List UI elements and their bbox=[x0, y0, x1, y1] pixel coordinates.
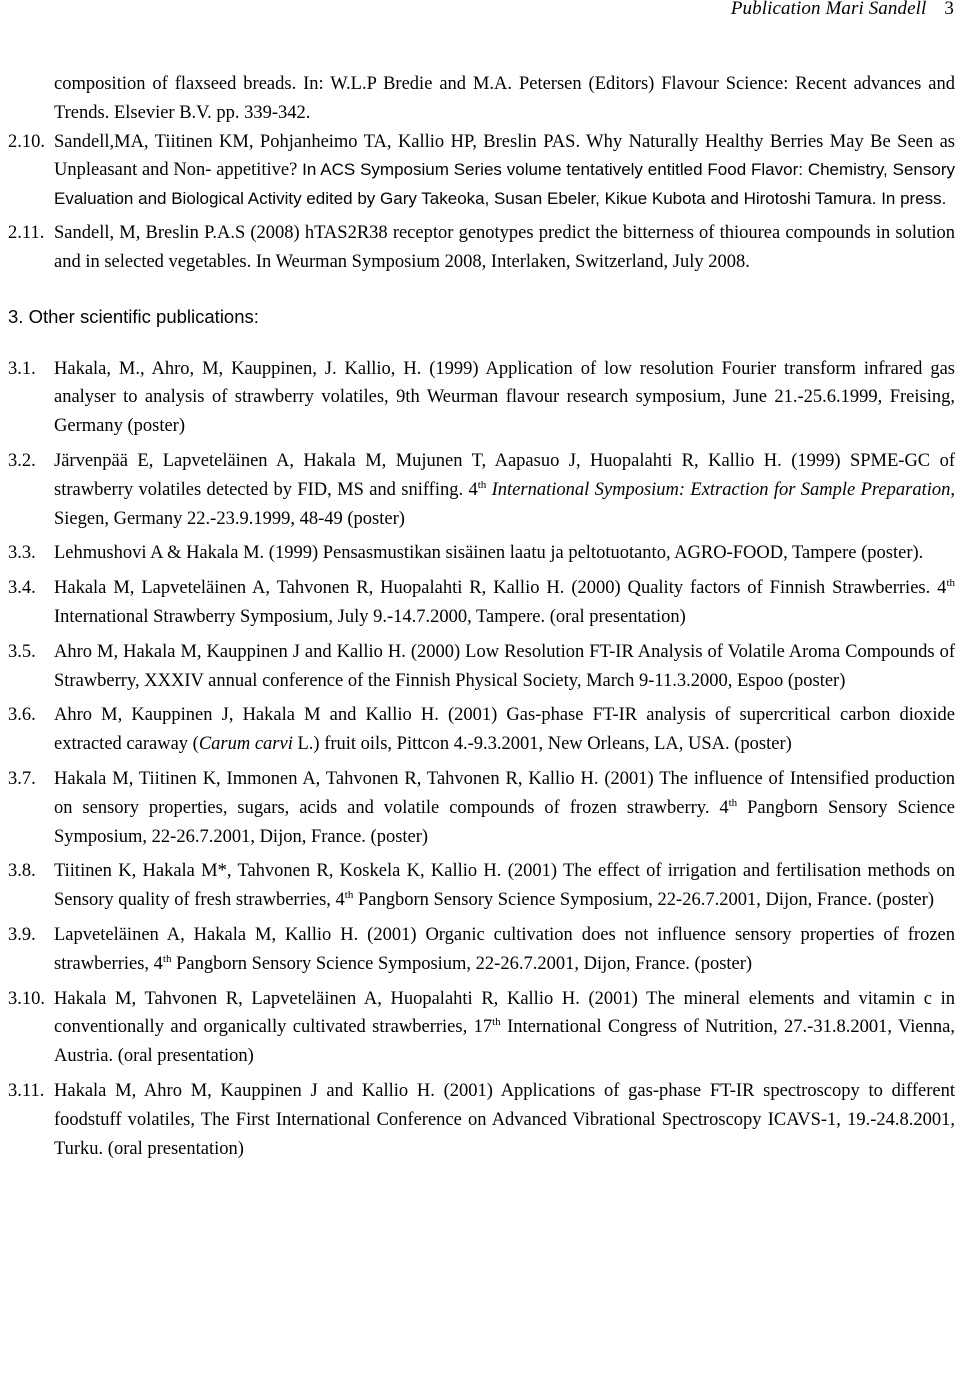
entry-number: 3.8. bbox=[8, 861, 36, 882]
entry-text bbox=[54, 447, 955, 533]
entry-text-part-a: Hakala M, Tiitinen K, Immonen A, Tahvonen R, Tahvonen R, Kallio H. (2001) The influence of Intensified production on sensory properties, sugars, acids and volatile compounds of frozen strawberry. 4 bbox=[54, 768, 955, 818]
entry-3-10 bbox=[8, 985, 955, 1071]
entry-3-1 bbox=[8, 355, 955, 441]
superscript: th bbox=[344, 889, 354, 902]
entry-text-part-a: Ahro M, Kauppinen J, Hakala M and Kallio H. (2001) Gas-phase FT-IR analysis of supercritical carbon dioxide extracted caraway ( bbox=[54, 705, 955, 755]
entry-number: 3.10. bbox=[8, 988, 45, 1009]
entry-text-part-a: Hakala M, Lapveteläinen A, Tahvonen R, Huopalahti R, Kallio H. (2000) Quality factors of Finnish Strawberries. 4 bbox=[54, 578, 947, 599]
entry-number: 3.4. bbox=[8, 578, 36, 599]
entry-3-8 bbox=[8, 857, 955, 915]
entry-text-part-a: Lapveteläinen A, Hakala M, Kallio H. (2001) Organic cultivation does not influence sensory properties of frozen strawberries, 4 bbox=[54, 924, 955, 974]
entry-text bbox=[54, 857, 955, 915]
entry-text-part-a: Sandell,MA, Tiitinen KM, Pohjanheimo TA, Kallio HP, Breslin PAS. Why Naturally Healthy Berries May Be Seen as Unpleasant and Non- appetitive? bbox=[54, 131, 955, 181]
page-number: 3 bbox=[944, 0, 954, 19]
superscript: th bbox=[492, 1016, 501, 1029]
entry-text-part-b: International Congress of Nutrition, 27.-31.8.2001, Vienna, Austria. (oral presentation) bbox=[54, 1017, 955, 1067]
entry-text bbox=[54, 765, 955, 851]
entry-text bbox=[54, 985, 955, 1071]
superscript: th bbox=[728, 796, 738, 809]
entry-text: Hakala, M., Ahro, M, Kauppinen, J. Kallio, H. (1999) Application of low resolution Fourier transform infrared gas analyser to analysis of strawberry volatiles, 9th Weurman flavour research symposium, June 21.-25.6.1999, Freising, Germany (poster) bbox=[54, 358, 955, 437]
entry-3-7 bbox=[8, 765, 955, 851]
entry-text bbox=[54, 921, 955, 979]
entry-number: 3.9. bbox=[8, 924, 36, 945]
entry-text-part-b: In ACS Symposium Series volume tentatively entitled Food Flavor: Chemistry, Sensory Evaluation and Biological Activity edited by Gary Takeoka, Susan Ebeler, Kikue Kubota and Hirotoshi Tamura. In press. bbox=[54, 160, 955, 209]
entry-3-6 bbox=[8, 701, 955, 759]
section-heading: 3. Other scientific publications: bbox=[8, 305, 259, 327]
entry-text-part-a: Hakala M, Tahvonen R, Lapveteläinen A, Huopalahti R, Kallio H. (2001) The mineral elements and vitamin c in conventionally and organically cultivated strawberries, 17 bbox=[54, 988, 955, 1038]
entry-text: Sandell, M, Breslin P.A.S (2008) hTAS2R38 receptor genotypes predict the bitterness of thiourea compounds in solution and in selected vegetables. In Weurman Symposium 2008, Interlaken, Switzerland, July 2008. bbox=[54, 222, 955, 272]
entry-number: 3.6. bbox=[8, 705, 36, 726]
entry-number: 3.11. bbox=[8, 1080, 45, 1101]
entry-number: 3.5. bbox=[8, 641, 36, 662]
entry-text-part-b: Pangborn Sensory Science Symposium, 22-26.7.2001, Dijon, France. (poster) bbox=[171, 953, 753, 974]
entry-text: Ahro M, Hakala M, Kauppinen J and Kallio H. (2000) Low Resolution FT-IR Analysis of Volatile Aroma Compounds of Strawberry, XXXIV annual conference of the Finnish Physical Society, March 9-11.3.2000, Espoo (poster) bbox=[54, 641, 955, 691]
entry-text bbox=[54, 701, 955, 759]
entry-3-3 bbox=[8, 539, 955, 568]
entry-number: 2.11. bbox=[8, 222, 45, 243]
entry-number: 3.3. bbox=[8, 543, 36, 564]
entry-text: Hakala M, Ahro M, Kauppinen J and Kallio H. (2001) Applications of gas-phase FT-IR spectroscopy to different foodstuff volatiles, The First International Conference on Advanced Vibrational Spectroscopy ICAVS-1, 19.-24.8.2001, Turku. (oral presentation) bbox=[54, 1080, 955, 1159]
entry-2-11 bbox=[8, 219, 955, 277]
page-header bbox=[731, 0, 954, 20]
entry-text-part-b: International Strawberry Symposium, July 9.-14.7.2000, Tampere. (oral presentation) bbox=[54, 606, 686, 627]
entry-text-part-b: Pangborn Sensory Science Symposium, 22-26.7.2001, Dijon, France. (poster) bbox=[54, 797, 956, 847]
superscript: th bbox=[477, 478, 487, 491]
entry-text bbox=[54, 574, 955, 632]
entry-3-9 bbox=[8, 921, 955, 979]
entry-text-italic: Carum carvi bbox=[198, 734, 293, 755]
entry-number: 3.7. bbox=[8, 768, 36, 789]
entry-3-2 bbox=[8, 447, 955, 533]
header-title: Publication Mari Sandell bbox=[730, 0, 927, 19]
entry-2-10 bbox=[8, 128, 955, 214]
entry-text: Lehmushovi A & Hakala M. (1999) Pensasmustikan sisäinen laatu ja peltotuotanto, AGRO-FOOD, Tampere (poster). bbox=[54, 543, 924, 564]
entry-text: composition of flaxseed breads. In: W.L.P Bredie and M.A. Petersen (Editors) Flavour Science: Recent advances and Trends. Elsevier B.V. pp. 339-342. bbox=[54, 74, 955, 123]
entry-number: 2.10. bbox=[8, 131, 45, 152]
entry-2-9-continuation bbox=[8, 70, 955, 128]
entry-number: 3.2. bbox=[8, 450, 36, 471]
entry-text bbox=[54, 128, 955, 214]
entry-text-part-b: L.) fruit oils, Pittcon 4.-9.3.2001, New Orleans, LA, USA. (poster) bbox=[292, 734, 792, 755]
entry-number: 3.1. bbox=[8, 358, 36, 379]
entry-text-part-b: , Siegen, Germany 22.-23.9.1999, 48-49 (poster) bbox=[54, 479, 955, 529]
entry-3-11 bbox=[8, 1077, 955, 1163]
superscript: th bbox=[162, 952, 172, 965]
entry-text-part-b: Pangborn Sensory Science Symposium, 22-26.7.2001, Dijon, France. (poster) bbox=[353, 890, 934, 911]
entry-text-part-a: Järvenpää E, Lapveteläinen A, Hakala M, Mujunen T, Aapasuo J, Huopalahti R, Kallio H. (1999) SPME-GC of strawberry volatiles detected by FID, MS and sniffing. 4 bbox=[54, 450, 955, 500]
publication-list bbox=[8, 70, 955, 1163]
entry-3-4 bbox=[8, 574, 955, 632]
entry-text-part-a: Tiitinen K, Hakala M*, Tahvonen R, Koskela K, Kallio H. (2001) The effect of irrigation and fertilisation methods on Sensory quality of fresh strawberries, 4 bbox=[54, 861, 955, 911]
superscript: th bbox=[946, 577, 955, 590]
entry-text-italic: International Symposium: Extraction for Sample Preparation bbox=[486, 479, 951, 500]
entry-3-5 bbox=[8, 638, 955, 696]
